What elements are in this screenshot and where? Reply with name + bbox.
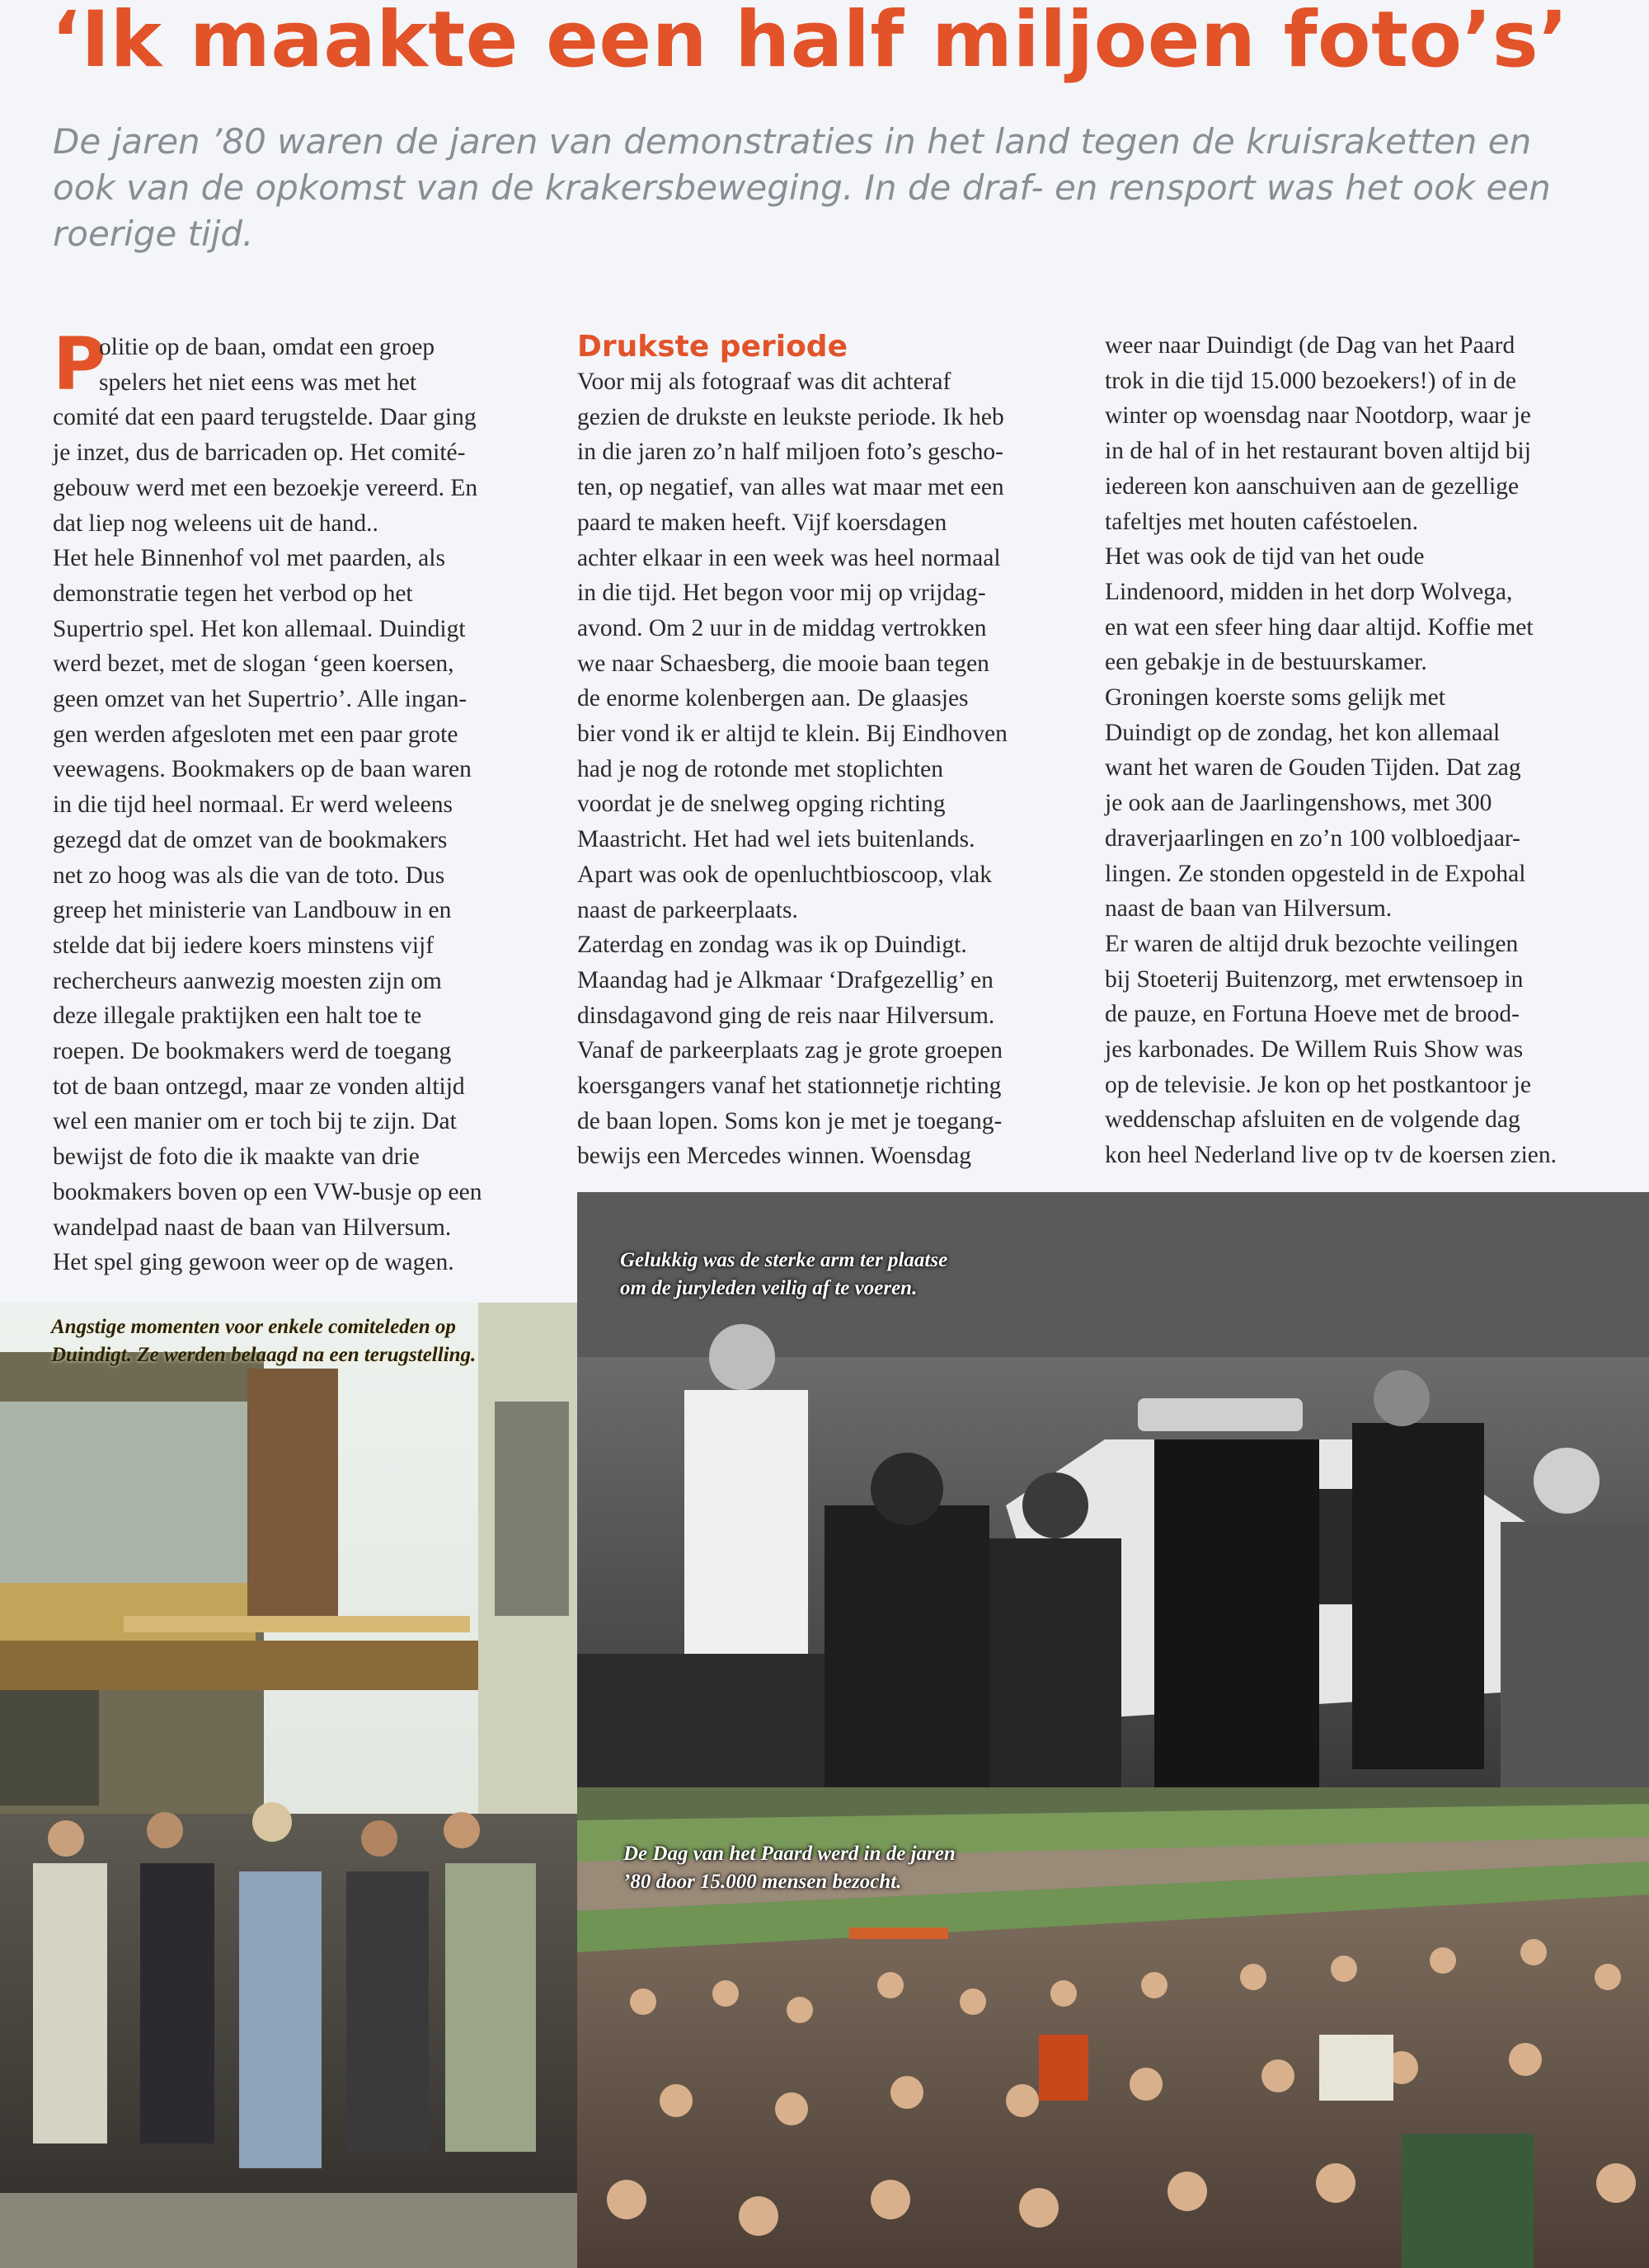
text-line: geen omzet van het Supertrio’. Alle ingan-	[53, 686, 467, 713]
text-line: naast de baan van Hilversum.	[1105, 895, 1393, 923]
text-line: gezegd dat de omzet van de bookmakers	[53, 826, 448, 853]
text-line: we naar Schaesberg, die mooie baan tegen	[577, 650, 989, 677]
text-line: gebouw werd met een bezoekje vereerd. En	[53, 474, 478, 501]
text-line: tot de baan ontzegd, maar ze vonden altijd	[53, 1073, 465, 1100]
text-line: in de hal of in het restaurant boven altijd bij	[1105, 438, 1531, 465]
text-line: Groningen koerste soms gelijk met	[1105, 684, 1445, 711]
drop-cap: P	[53, 322, 106, 406]
text-line: kon heel Nederland live op tv de koersen zien.	[1105, 1142, 1557, 1169]
text-line: Het was ook de tijd van het oude	[1105, 543, 1425, 571]
text-line: Maandag had je Alkmaar ‘Drafgezellig’ en	[577, 966, 994, 993]
text-line: wandelpad naast de baan van Hilversum.	[53, 1214, 452, 1241]
text-line: in die tijd. Het begon voor mij op vrijdag-	[577, 580, 986, 607]
text-line: de enorme kolenbergen aan. De glaasjes	[577, 685, 969, 712]
text-line: paard te maken heeft. Vijf koersdagen	[577, 509, 947, 536]
text-line: bier vond ik er altijd te klein. Bij Eindhoven	[577, 721, 1008, 748]
text-line: een gebakje in de bestuurskamer.	[1105, 649, 1427, 676]
text-column-1	[53, 322, 547, 1280]
text-line: Zaterdag en zondag was ik op Duindigt.	[577, 932, 967, 959]
text-line: lingen. Ze stonden opgesteld in de Expohal	[1105, 860, 1526, 887]
text-column-2	[577, 328, 1072, 1174]
text-line: bij Stoeterij Buitenzorg, met erwtensoep in	[1105, 965, 1524, 993]
text-line: bookmakers boven op een VW-busje op een	[53, 1178, 482, 1205]
text-line: Apart was ook de openluchtbioscoop, vlak	[577, 861, 993, 888]
text-line: winter op woensdag naar Nootdorp, waar je	[1105, 402, 1531, 430]
text-line: wel een manier om er toch bij te zijn. Dat	[53, 1108, 457, 1135]
text-line: roepen. De bookmakers werd de toegang	[53, 1038, 452, 1065]
text-line: de baan lopen. Soms kon je met je toegang-	[577, 1107, 1003, 1134]
text-line: koersgangers vanaf het stationnetje richting	[577, 1073, 1002, 1100]
text-line: Vanaf de parkeerplaats zag je grote groepen	[577, 1037, 1003, 1064]
text-line: bewijst de foto die ik maakte van drie	[53, 1143, 420, 1171]
text-line: olitie op de baan, omdat een groep	[99, 334, 435, 360]
text-line: je inzet, dus de barricaden op. Het comité-	[53, 439, 466, 467]
text-line: Er waren de altijd druk bezochte veilingen	[1105, 930, 1519, 957]
photo-caption-3: De Dag van het Paard werd in de jaren ’80 door 15.000 mensen bezocht.	[623, 1843, 956, 1893]
text-line: rechercheurs aanwezig moesten zijn om	[53, 967, 442, 994]
text-line: achter elkaar in een week was heel normaal	[577, 544, 1001, 571]
text-line: net zo hoog was als die van de toto. Dus	[53, 862, 445, 889]
text-line: Het hele Binnenhof vol met paarden, als	[53, 545, 445, 572]
article-lead: De jaren ’80 waren de jaren van demonstraties in het land tegen de kruisraketten en ook van de opkomst van de krakersbeweging. In de draf- en rensport was het ook een roerige tijd.	[53, 121, 1551, 254]
text-line: jes karbonades. De Willem Ruis Show was	[1105, 1036, 1524, 1064]
photo-caption-2: Gelukkig was de sterke arm ter plaatse om de juryleden veilig af te voeren.	[620, 1249, 948, 1299]
text-line: comité dat een paard terugstelde. Daar ging	[53, 404, 477, 431]
text-line: gezien de drukste en leukste periode. Ik heb	[577, 403, 1004, 430]
text-line: bewijs een Mercedes winnen. Woensdag	[577, 1143, 971, 1170]
text-line: Maastricht. Het had wel iets buitenlands.	[577, 826, 975, 853]
text-line: en wat een sfeer hing daar altijd. Koffie met	[1105, 613, 1534, 641]
text-line: naast de parkeerplaats.	[577, 896, 798, 923]
text-line: Lindenoord, midden in het dorp Wolvega,	[1105, 578, 1513, 605]
text-line: avond. Om 2 uur in de middag vertrokken	[577, 614, 987, 641]
text-line: dat liep nog weleens uit de hand..	[53, 509, 378, 537]
text-line: veewagens. Bookmakers op de baan waren	[53, 756, 472, 783]
text-line: ten, op negatief, van alles wat maar met een	[577, 474, 1004, 501]
text-line: de pauze, en Fortuna Hoeve met de brood-	[1105, 1001, 1520, 1028]
text-line: greep het ministerie van Landbouw in en	[53, 897, 452, 924]
text-line: op de televisie. Je kon op het postkantoor je	[1105, 1071, 1531, 1098]
text-line: in die tijd heel normaal. Er werd weleens	[53, 791, 453, 819]
photo-committee-building	[0, 1303, 577, 2268]
text-line: voordat je de snelweg opging richting	[577, 791, 946, 818]
text-line: in die jaren zo’n half miljoen foto’s gescho-	[577, 439, 1003, 466]
text-line: dinsdagavond ging de reis naar Hilversum.	[577, 1002, 995, 1029]
text-line: demonstratie tegen het verbod op het	[53, 580, 413, 607]
text-line: want het waren de Gouden Tijden. Dat zag	[1105, 754, 1521, 782]
text-line: Voor mij als fotograaf was dit achteraf	[577, 369, 951, 395]
text-line: draverjaarlingen en zo’n 100 volbloedjaar-	[1105, 824, 1520, 852]
text-line: je ook aan de Jaarlingenshows, met 300	[1105, 790, 1492, 817]
text-line: iedereen kon aanschuiven aan de gezellige	[1105, 472, 1520, 500]
text-line: Duindigt op de zondag, het kon allemaal	[1105, 719, 1501, 746]
text-line: werd bezet, met de slogan ‘geen koersen,	[53, 650, 454, 678]
text-line: had je nog de rotonde met stoplichten	[577, 755, 944, 782]
text-line: deze illegale praktijken een halt toe te	[53, 1003, 422, 1030]
text-line: gen werden afgesloten met een paar grote	[53, 721, 458, 748]
text-line: stelde dat bij iedere koers minstens vijf	[53, 932, 435, 959]
text-column-3	[1105, 328, 1600, 1173]
text-line: weddenschap afsluiten en de volgende dag	[1105, 1106, 1520, 1134]
text-line: Supertrio spel. Het kon allemaal. Duindigt	[53, 615, 466, 642]
text-line: weer naar Duindigt (de Dag van het Paard	[1105, 332, 1515, 359]
text-line: tafeltjes met houten caféstoelen.	[1105, 508, 1419, 535]
article-title: ‘Ik maakte een half miljoen foto’s’	[51, 0, 1569, 85]
text-line: Het spel ging gewoon weer op de wagen.	[53, 1249, 454, 1276]
section-heading: Drukste periode	[577, 330, 848, 364]
text-line: trok in die tijd 15.000 bezoekers!) of in de	[1105, 367, 1516, 394]
text-line: spelers het niet eens was met het	[99, 369, 417, 396]
photo-caption-1: Angstige momenten voor enkele comiteleden op Duindigt. Ze werden belaagd na een terugstelling.	[51, 1316, 477, 1366]
